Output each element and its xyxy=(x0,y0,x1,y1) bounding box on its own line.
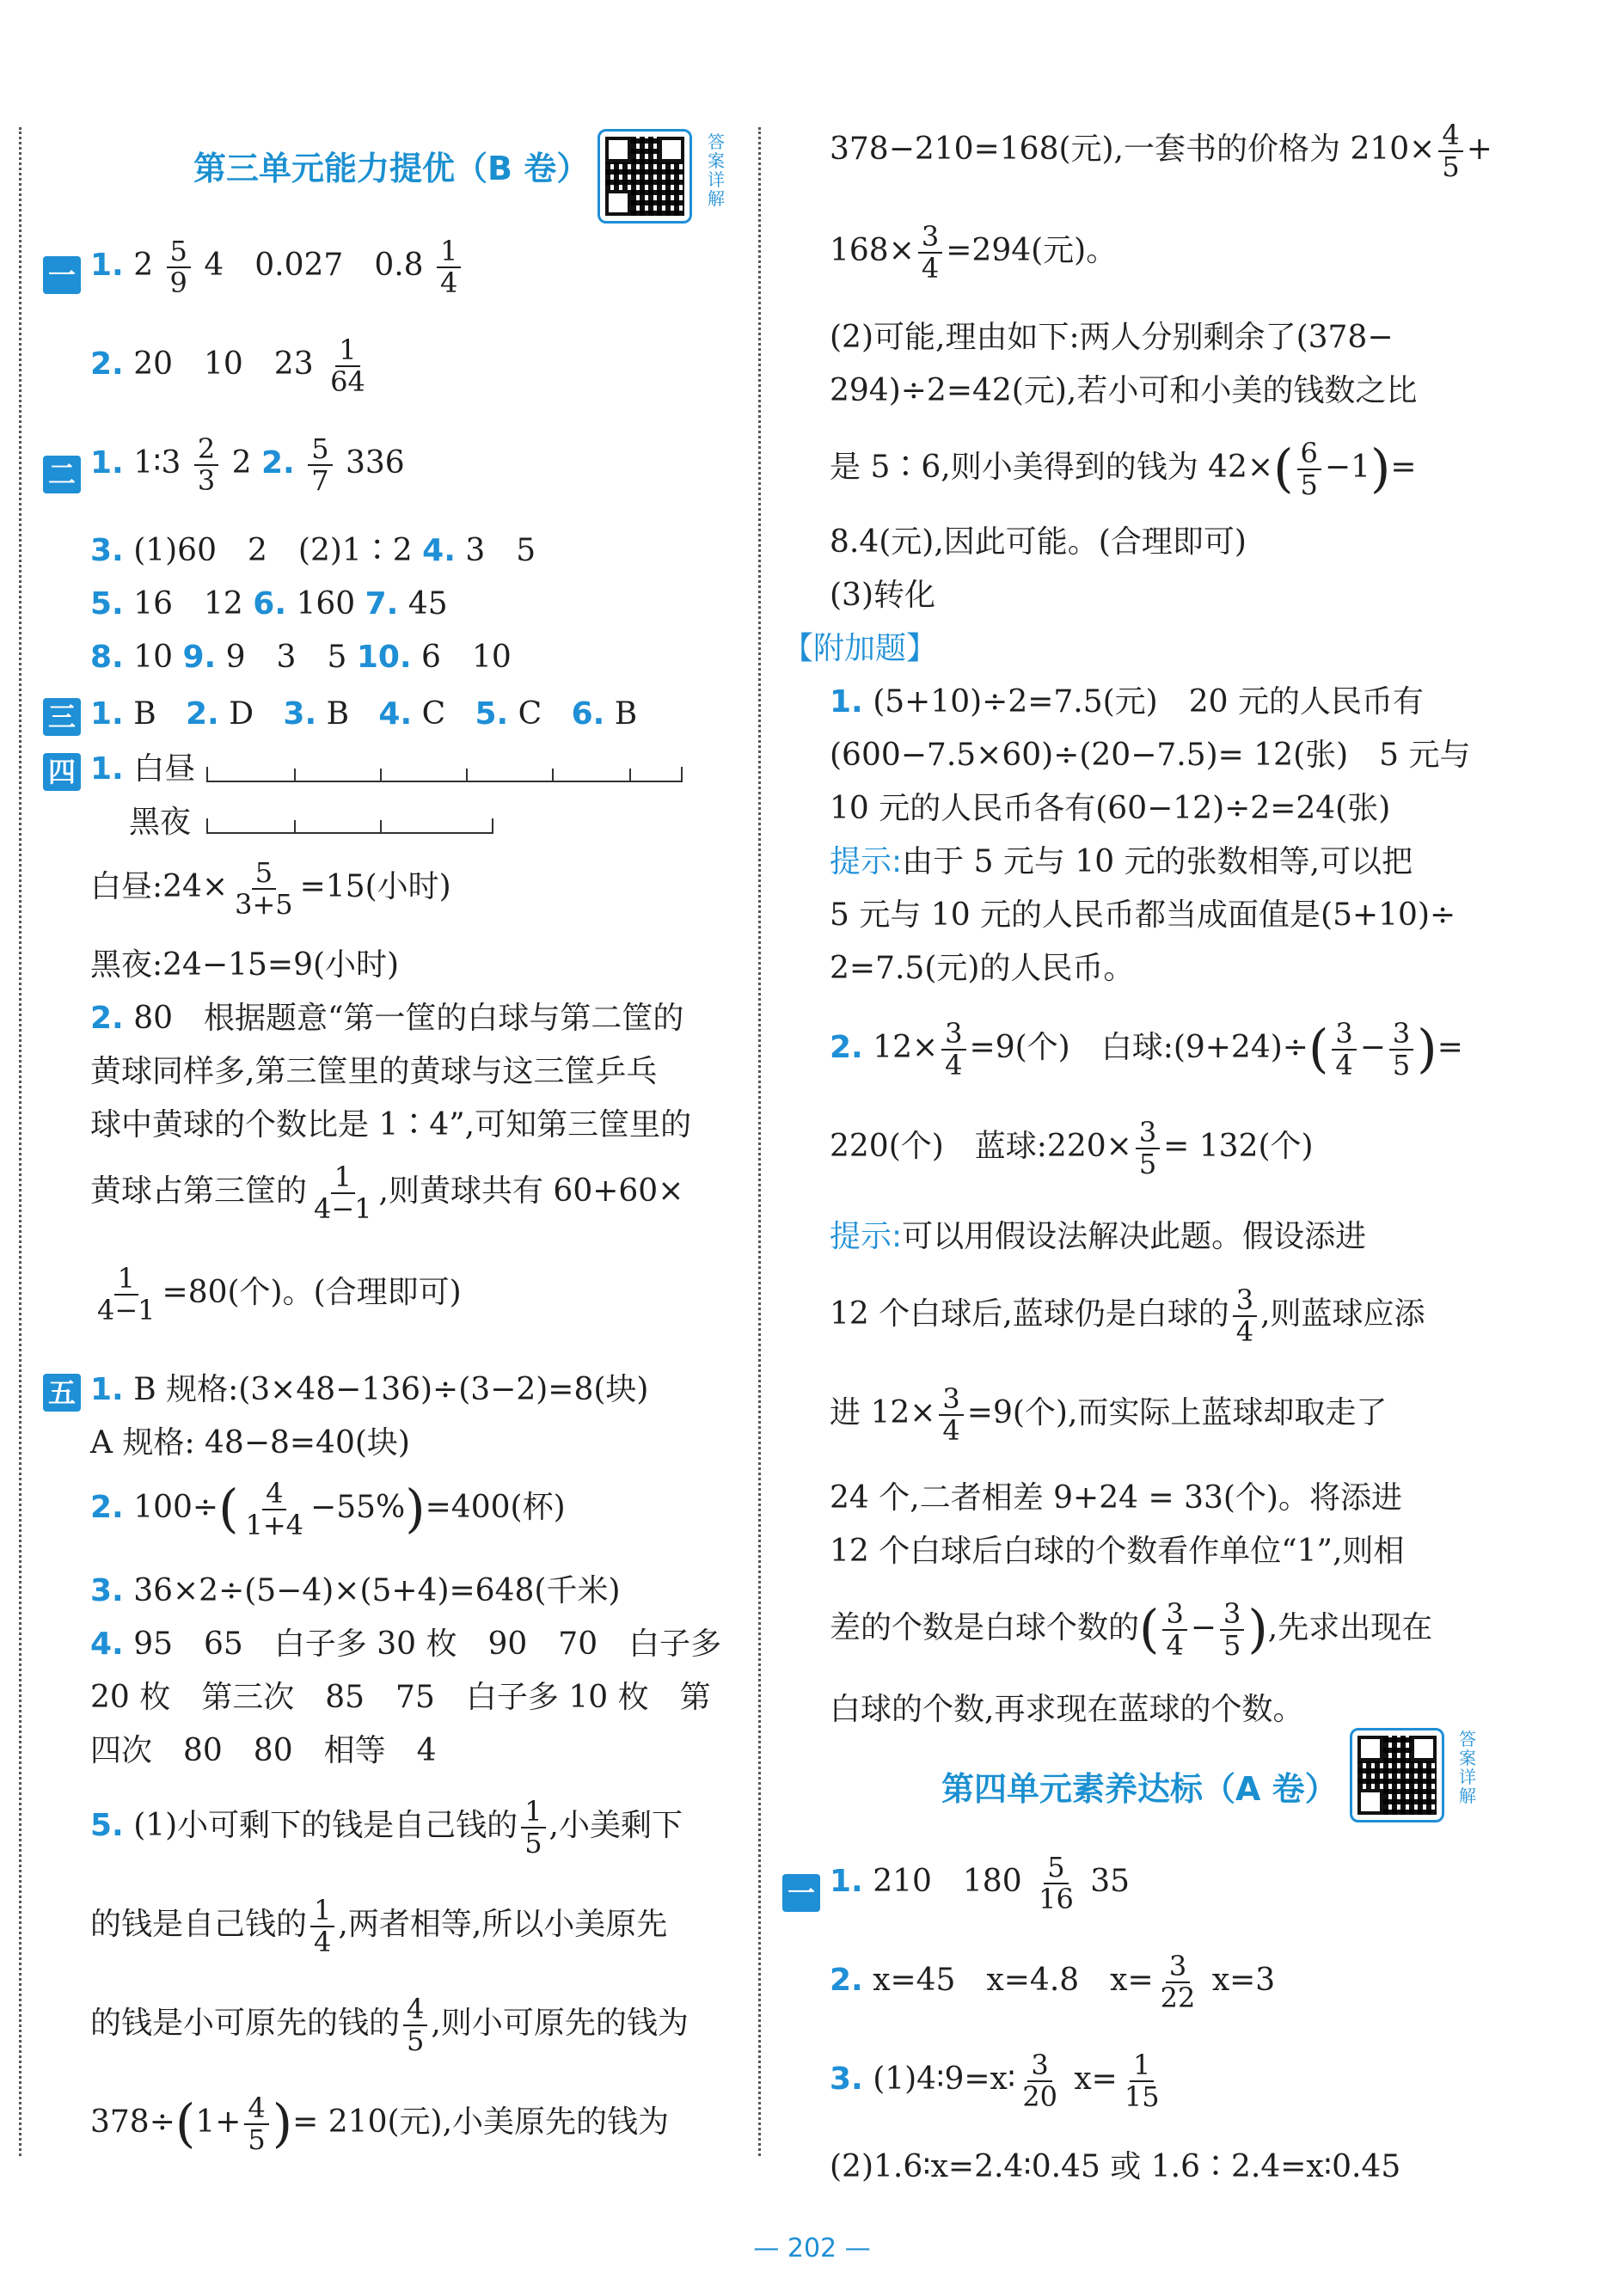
answer-line: 3. (1)4∶9=x∶ $\frac{3}{20}$ x= $\frac{1}{15}$ xyxy=(830,2049,1160,2114)
answer-line: $\frac{1}{4-1}$ =80(个)。(合理即可) xyxy=(97,1262,462,1327)
page-number: — 202 — xyxy=(753,2233,871,2263)
answer-line: (3)转化 xyxy=(830,578,935,613)
answer-line: 差的个数是白球个数的( $\frac{3}{4}$ − $\frac{3}{5}$ ),先求出现在 xyxy=(830,1597,1433,1663)
section-badge: 四 xyxy=(43,753,81,791)
day-timeline xyxy=(206,767,683,782)
answer-line: 黑夜:24−15=9(小时) xyxy=(90,947,400,983)
section-badge: 一 xyxy=(782,1874,820,1912)
answer-line: 24 个,二者相差 9+24 = 33(个)。将添进 xyxy=(830,1480,1402,1516)
answer-line: 12 个白球后白球的个数看作单位“1”,则相 xyxy=(830,1534,1405,1569)
answer-line: 220(个) 蓝球:220× $\frac{3}{5}$ = 132(个) xyxy=(830,1116,1314,1181)
answer-line: 2. x=45 x=4.8 x= $\frac{3}{22}$ x=3 xyxy=(830,1950,1276,2015)
answer-line: 8. 10 9. 9 3 5 10. 6 10 xyxy=(90,640,512,675)
answer-line: 黑夜 xyxy=(129,805,192,840)
answer-line: 1. 白昼 xyxy=(90,751,196,787)
answer-line: 进 12× $\frac{3}{4}$ =9(个),而实际上蓝球却取走了 xyxy=(830,1382,1388,1448)
answer-line: 1. 2 $\frac{5}{9}$ 4 0.027 0.8 $\frac{1}{4}$ xyxy=(90,236,464,298)
answer-line: 是 5∶6,则小美得到的钱为 42×( $\frac{6}{5}$ −1)= xyxy=(830,437,1417,502)
answer-line: A 规格: 48−8=40(块) xyxy=(90,1425,410,1461)
answer-line: 1. B 2. D 3. B 4. C 5. C 6. B xyxy=(90,696,638,732)
answer-line: 1. B 规格:(3×48−136)÷(3−2)=8(块) xyxy=(90,1372,649,1407)
answer-line: 2. 100÷( $\frac{4}{1+4}$ −55%)=400(杯) xyxy=(90,1477,566,1542)
answer-line: 1. 210 180 $\frac{5}{16}$ 35 xyxy=(830,1851,1131,1916)
answer-line: 4. 95 65 白子多 30 枚 90 70 白子多 xyxy=(90,1626,722,1662)
answer-line: 的钱是自己钱的 $\frac{1}{4}$ ,两者相等,所以小美原先 xyxy=(90,1894,668,1959)
answer-line: 1. 1∶3 $\frac{2}{3}$ 2 2. $\frac{5}{7}$ 336 xyxy=(90,432,405,498)
left-margin-divider xyxy=(19,127,21,2156)
answer-line: 378−210=168(元),一套书的价格为 210× $\frac{4}{5}$ + xyxy=(830,119,1492,184)
section-badge: 二 xyxy=(43,456,81,493)
answer-line: 2=7.5(元)的人民币。 xyxy=(830,951,1135,986)
answer-line: 提示:可以用假设法解决此题。假设添进 xyxy=(830,1219,1367,1254)
section-title: 第三单元能力提优（B 卷） xyxy=(193,150,590,187)
answer-line: 四次 80 80 相等 4 xyxy=(90,1733,437,1768)
answer-line: 白球的个数,再求现在蓝球的个数。 xyxy=(830,1692,1304,1727)
answer-line: 168× $\frac{3}{4}$ =294(元)。 xyxy=(830,220,1118,285)
answer-line: 3. 36×2÷(5−4)×(5+4)=648(千米) xyxy=(90,1573,621,1608)
qr-code-icon[interactable] xyxy=(598,129,692,224)
answer-line: 10 元的人民币各有(60−12)÷2=24(张) xyxy=(830,791,1391,826)
night-timeline xyxy=(206,818,493,834)
answer-line: 1. (5+10)÷2=7.5(元) 20 元的人民币有 xyxy=(830,684,1424,720)
answer-line: 12 个白球后,蓝球仍是白球的 $\frac{3}{4}$ ,则蓝球应添 xyxy=(830,1283,1425,1349)
answer-line: 白昼:24× $\frac{5}{3+5}$ =15(小时) xyxy=(90,856,451,922)
qr-tag: 答 案 详 解 xyxy=(1459,1729,1476,1806)
section-badge: 一 xyxy=(43,256,81,294)
extra-questions-title: 【附加题】 xyxy=(782,631,938,666)
answer-line: 8.4(元),因此可能。(合理即可) xyxy=(830,524,1247,560)
qr-tag: 答 案 详 解 xyxy=(708,132,725,209)
answer-line: 5 元与 10 元的人民币都当成面值是(5+10)÷ xyxy=(830,897,1456,933)
answer-line: 20 枚 第三次 85 75 白子多 10 枚 第 xyxy=(90,1680,711,1715)
answer-line: (2)可能,理由如下:两人分别剩余了(378− xyxy=(830,320,1394,355)
answer-line: (2)1.6∶x=2.4∶0.45 或 1.6∶2.4=x∶0.45 xyxy=(830,2149,1401,2184)
answer-line: 黄球同样多,第三筐里的黄球与这三筐乒乓 xyxy=(90,1054,658,1089)
answer-line: 2. 12× $\frac{3}{4}$ =9(个) 白球:(9+24)÷( $\frac{3}{4}$ − $\frac{3}{5}$ )= xyxy=(830,1017,1463,1082)
section-badge: 五 xyxy=(43,1374,81,1412)
answer-line: 的钱是小可原先的钱的 $\frac{4}{5}$ ,则小可原先的钱为 xyxy=(90,1993,689,2058)
answer-line: 3. (1)60 2 (2)1∶2 4. 3 5 xyxy=(90,533,536,568)
answer-line: 5. 16 12 6. 160 7. 45 xyxy=(90,586,448,622)
answer-line: 黄球占第三筐的 $\frac{1}{4-1}$ ,则黄球共有 60+60× xyxy=(90,1161,684,1226)
section-title: 第四单元素养达标（A 卷） xyxy=(941,1770,1338,1808)
answer-line: 294)÷2=42(元),若小可和小美的钱数之比 xyxy=(830,373,1418,408)
answer-line: 378÷(1+ $\frac{4}{5}$ )= 210(元),小美原先的钱为 xyxy=(90,2092,670,2157)
answer-line: 2. 20 10 23 $\frac{1}{64}$ xyxy=(90,334,365,399)
answer-line: 球中黄球的个数比是 1∶4”,可知第三筐里的 xyxy=(90,1107,692,1142)
qr-code-icon[interactable] xyxy=(1350,1728,1444,1822)
answer-line: (600−7.5×60)÷(20−7.5)= 12(张) 5 元与 xyxy=(830,738,1471,773)
answer-line: 2. 80 根据题意“第一筐的白球与第二筐的 xyxy=(90,1001,684,1036)
answer-line: 5. (1)小可剩下的钱是自己钱的 $\frac{1}{5}$ ,小美剩下 xyxy=(90,1795,683,1860)
section-badge: 三 xyxy=(43,698,81,736)
column-divider xyxy=(758,127,761,2156)
answer-line: 提示:由于 5 元与 10 元的张数相等,可以把 xyxy=(830,844,1413,879)
